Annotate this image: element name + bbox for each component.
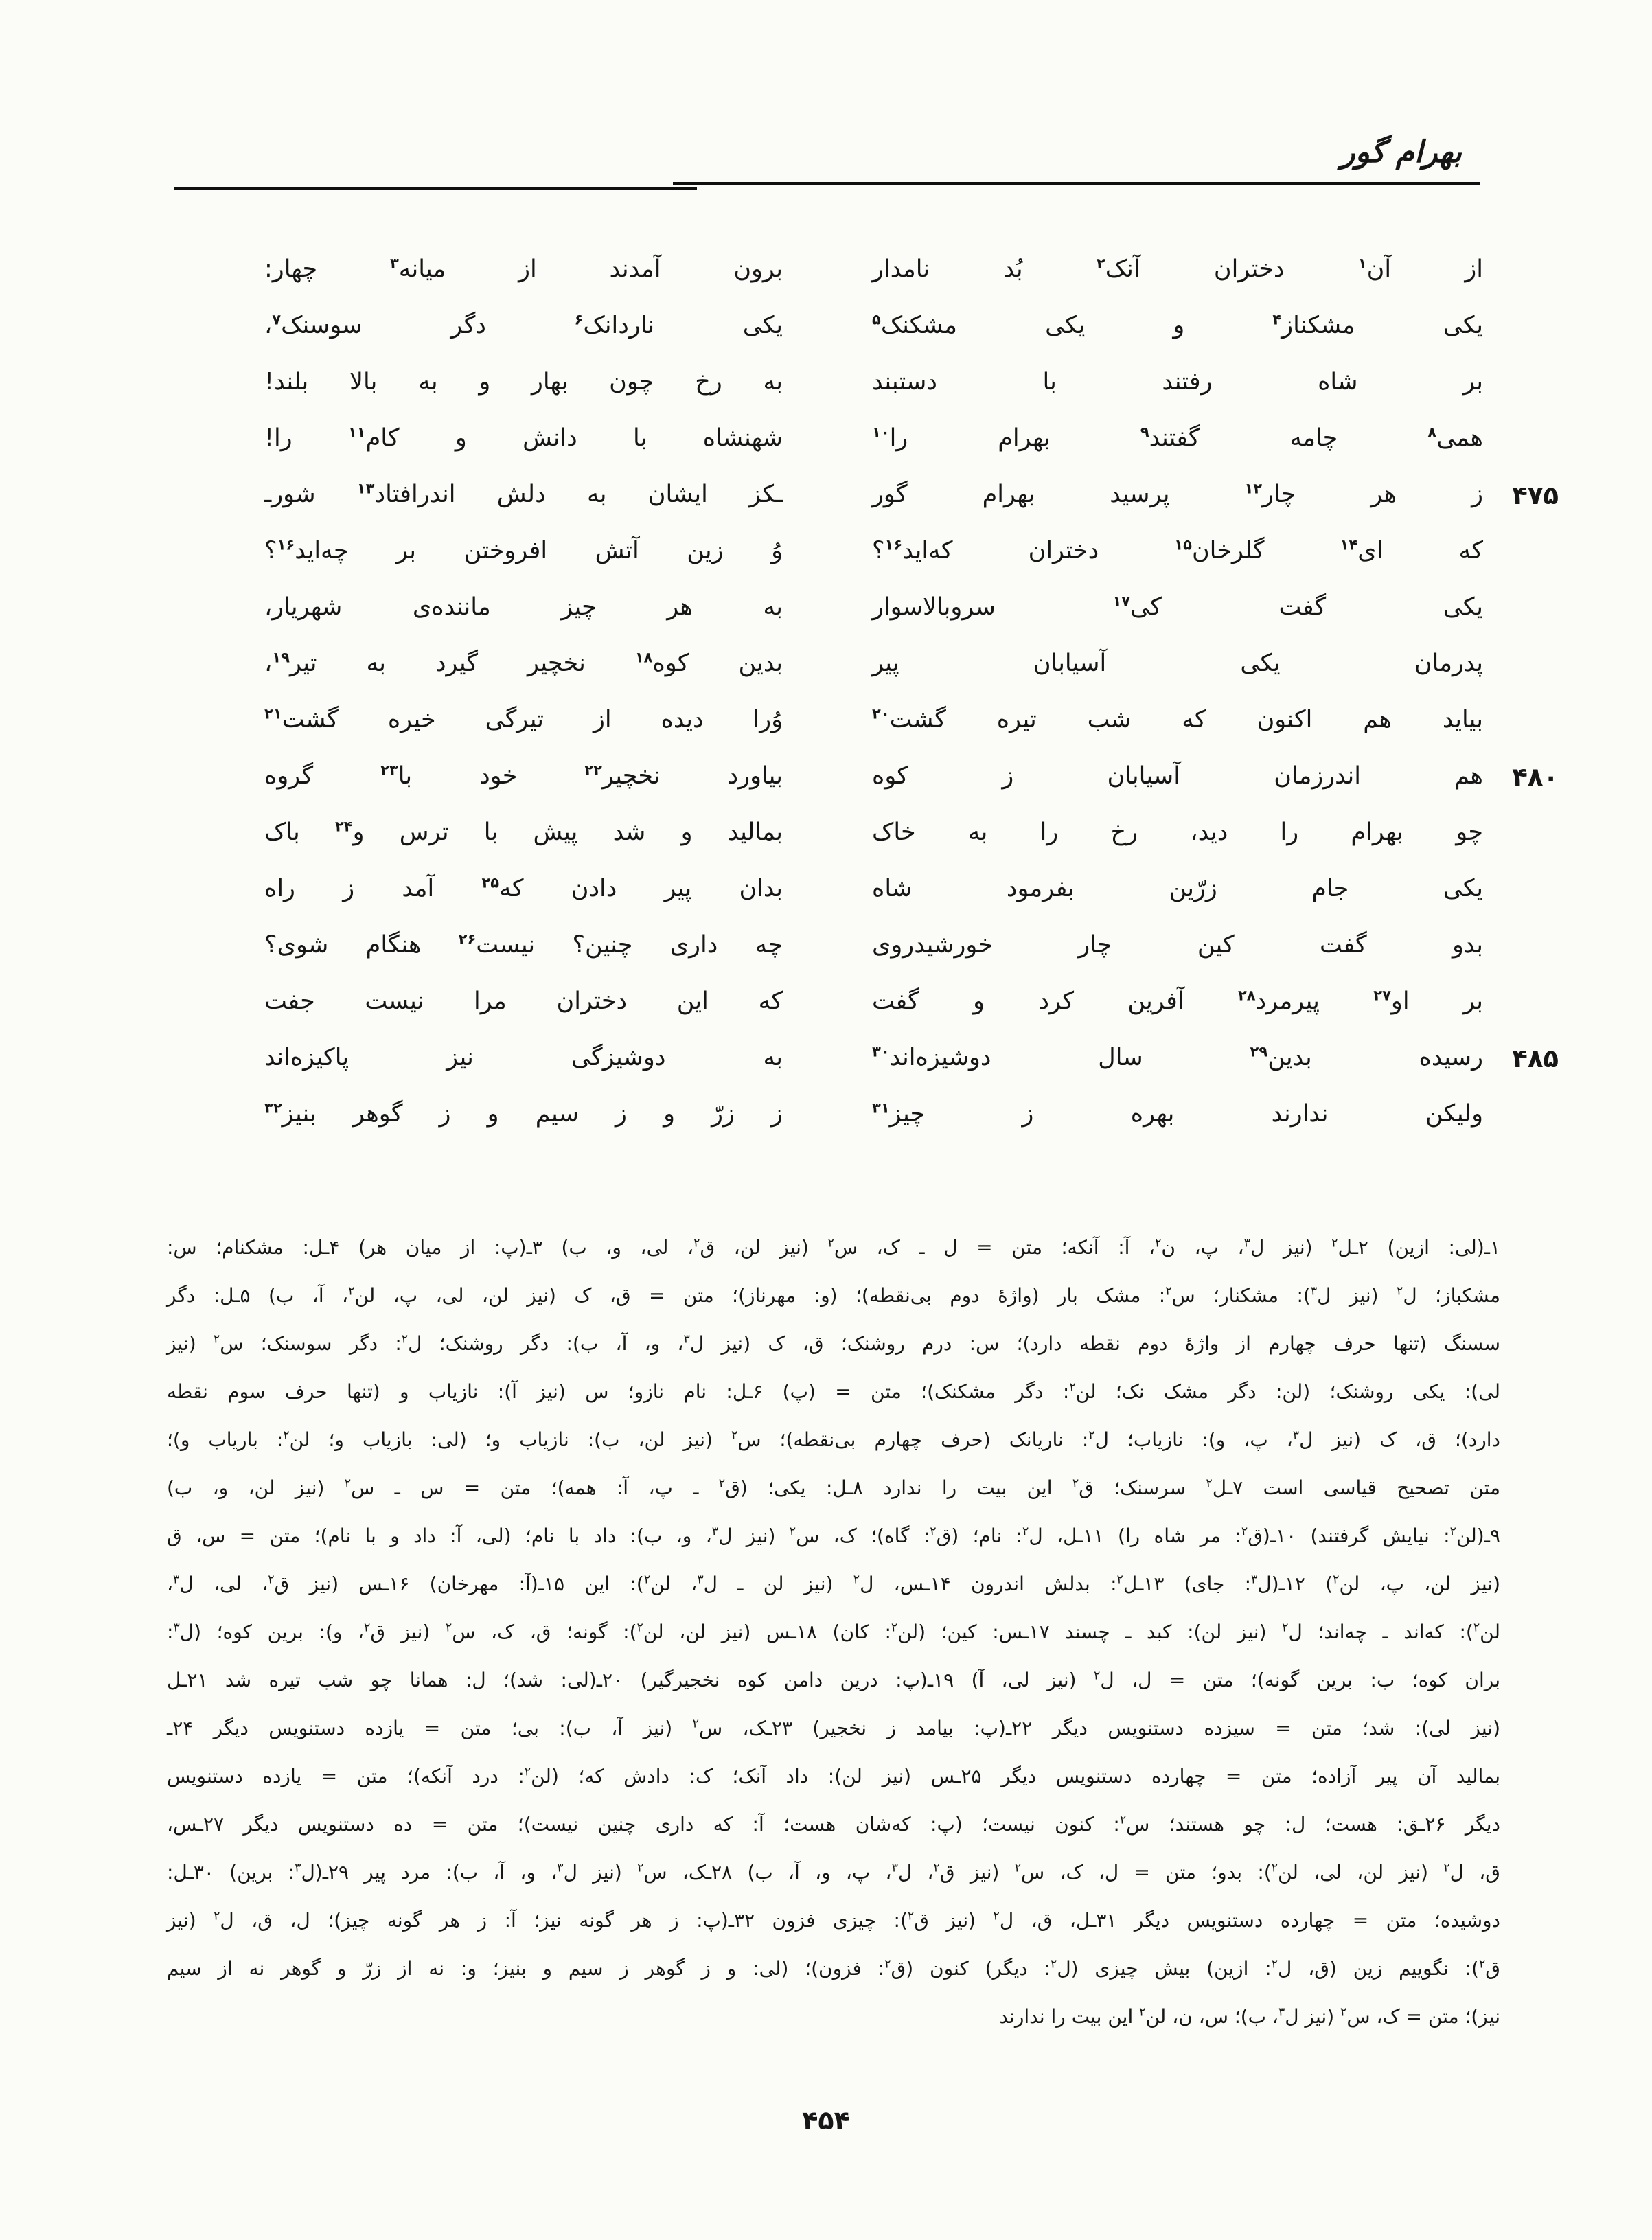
hemistich-right: رسیده بدین$^{۲۹}$ سال دوشیزه‌اند$^{۳۰}$ — [872, 1043, 1483, 1071]
footnote-reference-number: ۳ — [891, 1861, 898, 1875]
footnote-reference-number: ۲ — [1206, 1476, 1213, 1491]
verse-row — [264, 748, 1559, 805]
verse-row — [264, 974, 1559, 1030]
verse-number: ۴۸۰ — [1512, 762, 1559, 792]
footnote-reference-number: ۴ — [1272, 311, 1282, 328]
page-number: ۴۵۴ — [802, 2105, 850, 2136]
footnote-reference-number: ۲۶ — [458, 930, 477, 948]
footnote-reference-number: ۲ — [731, 1428, 738, 1443]
footnote-reference-number: ۲ — [891, 1621, 898, 1635]
hemistich-right: ولیکن ندارند بهره ز چیز$^{۳۱}$ — [872, 1099, 1483, 1128]
verse-row — [264, 467, 1559, 523]
footnote-reference-number: ۲۸ — [1237, 987, 1256, 1004]
footnote-reference-number: ۲ — [1139, 2005, 1146, 2020]
hemistich-left: به رخ چون بهار و به بالا بلند! — [264, 368, 783, 396]
footnote-reference-number: ۱۶ — [277, 536, 295, 553]
footnote-reference-number: ۲ — [401, 1332, 409, 1347]
footnote-reference-number: ۲ — [636, 1621, 643, 1635]
footnote-reference-number: ۲ — [637, 1861, 644, 1875]
footnote-reference-number: ۳ — [1278, 2005, 1285, 2020]
footnote-reference-number: ۱ — [1357, 255, 1367, 272]
footnote-reference-number: ۲ — [1014, 1861, 1022, 1875]
footnote-line: بران کوه؛ ب: برین گونه)؛ متن = ل، ل$^۲$ (نیز لی، آ) ۱۹ـ(پ: درین دامن کوه نخجیرگیر) ۲۰ـ(لی: شد)؛ ل: همانا چو شب تیره شد ۲۱ـل — [167, 1669, 1501, 1691]
hemistich-left: بمالید و شد پیش با ترس و$^{۲۴}$ باک — [264, 818, 783, 846]
footnote-reference-number: ۲۲ — [584, 762, 602, 779]
hemistich-right: ز هر چار$^{۱۲}$ پرسید بهرام گور — [872, 480, 1484, 508]
footnote-reference-number: ۲۴ — [334, 818, 353, 835]
hemistich-left: که این دختران مرا نیست جفت — [264, 987, 783, 1015]
footnote-reference-number: ۲۹ — [1250, 1043, 1268, 1060]
poem-columns — [264, 242, 1559, 1143]
footnote-reference-number: ۲۳ — [380, 762, 398, 779]
footnote-reference-number: ۲ — [692, 1717, 699, 1731]
footnote-reference-number: ۲ — [524, 1765, 531, 1779]
hemistich-left: ـکز ایشان به دلش اندرافتاد$^{۱۳}$ شورـ — [264, 480, 783, 508]
footnote-line: دارد)؛ ق، ک (نیز ل$^۳$، پ، و): نازیاب؛ ل$^۲$: ناریانک (حرف چهارم بی‌نقطه)؛ س$^۲$ (نیز لن، ب): نازیاب و؛ (لی: بازیاب و؛ لن$^۲$: باریاب و)؛ — [167, 1428, 1501, 1451]
verse-row — [264, 805, 1559, 861]
footnote-reference-number: ۲ — [1443, 1861, 1450, 1875]
footnotes-apparatus — [167, 1224, 1500, 2041]
footnote-reference-number: ۲ — [827, 1236, 834, 1250]
verse-row — [264, 523, 1559, 580]
footnote-reference-number: ۲ — [853, 1573, 860, 1587]
hemistich-right: پدرمان یکی آسیابان پیر — [872, 650, 1483, 677]
footnote-reference-number: ۱۴ — [1340, 536, 1358, 553]
hemistich-left: بیاورد نخچیر$^{۲۲}$ خود با$^{۲۳}$ گروه — [264, 762, 783, 790]
footnote-reference-number: ۲ — [1333, 1573, 1340, 1587]
hemistich-right: بیاید هم اکنون که شب تیره گشت$^{۲۰}$ — [872, 705, 1483, 733]
footnote-reference-number: ۲ — [1096, 255, 1105, 272]
footnote-reference-number: ۲۰ — [872, 705, 890, 722]
footnote-reference-number: ۶ — [574, 311, 584, 328]
footnote-reference-number: ۲ — [1397, 1284, 1403, 1299]
footnote-line: ق، ل$^۲$ (نیز لن، لی، لن$^۲$): بدو؛ متن = ل، ک، س$^۲$ (نیز ق$^۲$، ل$^۳$، پ، و، آ، ب) ۲۸ـک، س$^۲$ (نیز ل$^۳$، و، آ، ب): مرد پیر ۲۹ـ(ل$^۳$: برین) ۳۰ـل: — [167, 1861, 1500, 1884]
footnote-reference-number: ۲ — [1088, 1428, 1095, 1443]
footnote-reference-number: ۳ — [295, 1861, 301, 1875]
footnote-reference-number: ۲ — [1069, 1380, 1076, 1395]
verse-row — [264, 861, 1559, 917]
hemistich-right: بر او$^{۲۷}$ پیرمرد$^{۲۸}$ آفرین کرد و گفت — [872, 987, 1484, 1015]
footnote-reference-number: ۲ — [1271, 1957, 1278, 1972]
verse-row — [264, 354, 1559, 411]
footnote-reference-number: ۲ — [1473, 1621, 1480, 1635]
footnote-reference-number: ۲ — [268, 1573, 275, 1587]
footnote-line: لی): یکی روشنک؛ (لن: دگر مشک نک؛ لن$^۲$: دگر مشکنک)؛ متن = (پ) ۶ـل: نام نازو؛ س (نیز آ): نازیاب و (تنها حرف سوم نقطه — [167, 1380, 1500, 1403]
hemistich-left: به هر چیز ماننده‌ی شهریار، — [264, 593, 783, 621]
footnote-reference-number: ۲ — [1094, 1669, 1101, 1683]
header-rule-right — [673, 182, 1480, 185]
footnote-reference-number: ۲ — [1340, 2005, 1347, 2020]
footnote-reference-number: ۲ — [1478, 1957, 1486, 1972]
footnote-reference-number: ۲ — [1051, 1957, 1057, 1972]
footnote-reference-number: ۲ — [1449, 1524, 1456, 1539]
footnote-line: دوشیده؛ متن = چهارده دستنویس دیگر ۳۱ـل، ق، ل$^۲$ (نیز ق$^۲$): چیزی فزون ۳۲ـ(پ: ز هر گونه نیز؛ آ: ز هر گونه چیز)؛ ل، ق، ل$^۲$ (نیز — [167, 1909, 1501, 1932]
hemistich-right: یکی جام زرّین بفرمود شاه — [872, 875, 1483, 902]
footnote-reference-number: ۸ — [1427, 424, 1437, 441]
footnote-line: نیز)؛ متن = ک، س$^۲$ (نیز ل$^۳$، ب)؛ س، ن، لن$^۲$ این بیت را ندارند — [999, 2005, 1500, 2028]
hemistich-left: بدین کوه$^{۱۸}$ نخچیر گیرد به تیر$^{۱۹}$، — [264, 649, 783, 677]
footnote-line: سسنگ (تنها حرف چهارم از واژهٔ دوم نقطه دارد)؛ س: درم روشنک؛ ق، ک (نیز ل$^۳$، و، آ، ب): دگر روشنک؛ ل$^۲$: دگر سوسنک؛ س$^۲$ (نیز — [167, 1332, 1501, 1355]
footnote-reference-number: ۳۰ — [872, 1043, 890, 1060]
verse-row — [264, 298, 1559, 354]
hemistich-left: برون آمدند از میانه$^۳$ چهار: — [264, 255, 783, 283]
footnote-reference-number: ۲ — [348, 1284, 355, 1299]
hemistich-right: بدو گفت کین چار خورشیدروی — [872, 931, 1483, 959]
verse-row — [264, 580, 1559, 636]
footnote-reference-number: ۳۲ — [264, 1099, 282, 1117]
footnote-reference-number: ۱۰ — [872, 424, 890, 441]
footnote-reference-number: ۲ — [1271, 1861, 1278, 1875]
footnote-line: ۹ـ(لن$^۲$: نیایش گرفتند) ۱۰ـ(ق$^۲$: مر شاه را) ۱۱ـل، ل$^۲$: نام؛ (ق$^۲$: گاه)؛ ک، س$^۲$ (نیز ل$^۳$، و، ب): داد با نام؛ (لی، آ: داد و با نام)؛ متن = س، ق — [167, 1524, 1500, 1547]
footnote-line: متن تصحیح قیاسی است ۷ـل$^۲$ سرسنک؛ ق$^۲$ این بیت را ندارد ۸ـل: یکی؛ (ق$^۲$ ـ پ، آ: همه)؛ متن = س ـ س$^۲$ (نیز لن، و، ب) — [167, 1476, 1500, 1499]
footnote-reference-number: ۱۷ — [1112, 593, 1131, 610]
footnote-reference-number: ۲ — [1072, 1476, 1079, 1491]
footnote-reference-number: ۲ — [993, 1909, 1000, 1923]
hemistich-left: شهنشاه با دانش و کام$^{۱۱}$ را! — [264, 424, 783, 452]
footnote-reference-number: ۲ — [1022, 1524, 1029, 1539]
footnote-line: (نیز لی): شد؛ متن = سیزده دستنویس دیگر ۲۲ـ(پ: بیامد ز نخجیر) ۲۳ـک، س$^۲$ (نیز آ، ب): بی؛ متن = یازده دستنویس دیگر ۲۴ـ — [167, 1717, 1501, 1739]
footnote-line: لن$^۲$): که‌اند ـ چه‌اند؛ ل$^۲$ (نیز لن): کبد ـ چسند ۱۷ـس: کین؛ (لن$^۲$: کان) ۱۸ـس (نیز لن، لن$^۲$): گونه؛ ق، ک، س$^۲$ (نیز ق$^۲$، و): برین کوه؛ (ل$^۳$: — [167, 1621, 1501, 1643]
footnote-reference-number: ۳ — [697, 1573, 704, 1587]
verse-row — [264, 242, 1559, 298]
footnote-reference-number: ۲ — [643, 1573, 651, 1587]
footnote-reference-number: ۳۱ — [872, 1099, 890, 1117]
hemistich-left: بدان پیر دادن که$^{۲۵}$ آمد ز راه — [264, 874, 783, 902]
footnote-reference-number: ۳ — [683, 1332, 690, 1347]
hemistich-right: از آن$^۱$ دختران آنک$^۲$ بُد نامدار — [872, 255, 1484, 283]
footnote-reference-number: ۱۳ — [356, 480, 375, 497]
hemistich-left: چه داری چنین؟ نیست$^{۲۶}$ هنگام شوی؟ — [264, 930, 783, 959]
footnote-reference-number: ۲ — [718, 1476, 726, 1491]
hemistich-left: وُ زین آتش افروختن بر چه‌اید$^{۱۶}$؟ — [264, 536, 783, 564]
hemistich-right: همی$^۸$ چامه گفتند$^۹$ بهرام را$^{۱۰}$ — [872, 424, 1483, 452]
hemistich-right: که ای$^{۱۴}$ گلرخان$^{۱۵}$ دختران که‌اید$^{۱۶}$؟ — [872, 536, 1483, 564]
hemistich-right: یکی مشکناز$^۴$ و یکی مشکنک$^۵$ — [872, 311, 1483, 339]
hemistich-right: یکی گفت کی$^{۱۷}$ سروبالاسوار — [872, 593, 1483, 621]
footnote-reference-number: ۲ — [1119, 1813, 1127, 1827]
footnote-reference-number: ۲۱ — [264, 705, 282, 722]
footnote-reference-number: ۲۵ — [481, 874, 500, 891]
hemistich-right: بر شاه رفتند با دستبند — [872, 368, 1483, 396]
hemistich-left: وُرا دیده از تیرگی خیره گشت$^{۲۱}$ — [264, 705, 783, 733]
footnote-reference-number: ۳ — [711, 1524, 719, 1539]
verse-row — [264, 917, 1559, 974]
footnote-reference-number: ۳ — [1251, 1573, 1258, 1587]
footnote-reference-number: ۲ — [1155, 1236, 1162, 1250]
footnote-reference-number: ۲ — [213, 1332, 220, 1347]
footnote-reference-number: ۲ — [283, 1428, 290, 1443]
running-head-title: بهرام گور — [1340, 135, 1462, 170]
footnote-reference-number: ۲ — [789, 1524, 796, 1539]
footnote-reference-number: ۲ — [1241, 1524, 1248, 1539]
footnote-reference-number: ۱۹ — [272, 649, 290, 666]
footnote-reference-number: ۲ — [693, 1236, 700, 1250]
footnote-reference-number: ۲ — [344, 1476, 352, 1491]
verse-number: ۴۸۵ — [1512, 1043, 1559, 1073]
footnote-line: ۱ـ(لی: ازین) ۲ـل$^۲$ (نیز ل$^۳$، پ، ن$^۲$، آ: آنکه؛ متن = ل ـ ک، س$^۲$ (نیز لن، ق$^۲$، لی، و، ب) ۳ـ(پ: از میان هر) ۴ـل: مشکنام؛ س: — [167, 1236, 1500, 1259]
footnote-reference-number: ۲ — [445, 1621, 452, 1635]
footnote-reference-number: ۵ — [872, 311, 881, 328]
footnote-reference-number: ۲ — [884, 1957, 891, 1972]
footnote-line: مشکباز؛ ل$^۲$ (نیز ل$^۳$): مشکنار؛ س$^۲$: مشک بار (واژهٔ دوم بی‌نقطه)؛ (و: مهرناز)؛ متن = ق، ک (نیز لن، لی، پ، لن$^۲$، آ، ب) ۵ـل: دگر — [167, 1284, 1500, 1307]
footnote-reference-number: ۱۵ — [1174, 536, 1192, 553]
verse-row — [264, 411, 1559, 467]
footnote-reference-number: ۱۸ — [634, 649, 653, 666]
footnote-reference-number: ۲ — [1165, 1284, 1172, 1299]
footnote-reference-number: ۱۱ — [347, 424, 366, 441]
footnote-reference-number: ۲ — [1282, 1621, 1289, 1635]
footnote-reference-number: ۷ — [272, 311, 282, 328]
verse-row — [264, 636, 1559, 692]
footnote-reference-number: ۱۶ — [884, 536, 903, 553]
footnote-reference-number: ۲ — [1331, 1236, 1338, 1250]
footnote-line: بمالید آن پیر آزاده؛ متن = چهارده دستنویس دیگر ۲۵ـس (نیز لن): داد آنک؛ ک: دادش که؛ (لن$^۲$: درد آنکه)؛ متن = یازده دستنویس — [167, 1765, 1501, 1787]
footnote-line: ق$^۲$): نگوییم زین (ق، ل$^۲$: ازین) بیش چیزی (ل$^۲$: دیگر) کنون (ق$^۲$: فزون)؛ (لی: و ز گوهر ز سیم و بنیز؛ و: نه از زرّ و گوهر نه از سیم — [167, 1957, 1501, 1980]
footnote-reference-number: ۳ — [173, 1621, 180, 1635]
footnote-reference-number: ۲ — [214, 1909, 220, 1923]
hemistich-left: به دوشیزگی نیز پاکیزه‌اند — [264, 1044, 783, 1071]
verse-row — [264, 1086, 1559, 1143]
footnote-reference-number: ۳ — [557, 1861, 564, 1875]
hemistich-left: ز زرّ و ز سیم و ز گوهر بنیز$^{۳۲}$ — [264, 1099, 783, 1128]
verse-row — [264, 1030, 1559, 1086]
footnote-reference-number: ۲ — [364, 1621, 371, 1635]
verse-row — [264, 692, 1559, 748]
footnote-reference-number: ۳ — [1292, 1428, 1300, 1443]
footnote-reference-number: ۲ — [907, 1909, 915, 1923]
footnote-reference-number: ۳ — [173, 1573, 180, 1587]
footnote-reference-number: ۲ — [933, 1861, 940, 1875]
footnote-reference-number: ۲۷ — [1373, 987, 1391, 1004]
footnote-line: دیگر ۲۶ـق: هست؛ ل: چو هستند؛ س$^۲$: کنون نیست؛ (پ: که‌شان هست؛ آ: که داری چنین نیست)؛ متن = ده دستنویس دیگر ۲۷ـس، — [167, 1813, 1501, 1836]
footnote-reference-number: ۲ — [930, 1524, 937, 1539]
verse-number: ۴۷۵ — [1512, 480, 1559, 510]
hemistich-right: هم اندرزمان آسیابان ز کوه — [872, 762, 1483, 790]
footnote-reference-number: ۳ — [1310, 1284, 1318, 1299]
hemistich-right: چو بهرام را دید، رخ را به خاک — [872, 819, 1483, 846]
footnote-line: (نیز لن، پ، لن$^۲$) ۱۲ـ(ل$^۳$: جای) ۱۳ـل$^۲$: بدلش اندرون ۱۴ـس، ل$^۲$ (نیز لن ـ ل$^۳$، لن$^۲$): این ۱۵ـ(آ: مهرخان) ۱۶ـس (نیز ق$^۲$، لی، ل$^۳$، — [167, 1573, 1501, 1595]
footnote-reference-number: ۹ — [1140, 424, 1149, 441]
footnote-reference-number: ۱۲ — [1244, 480, 1263, 497]
header-rule-left — [174, 187, 697, 190]
footnote-reference-number: ۳ — [389, 255, 399, 272]
footnote-reference-number: ۲ — [1116, 1573, 1123, 1587]
hemistich-left: یکی ناردانک$^۶$ دگر سوسنک$^۷$، — [264, 311, 783, 339]
footnote-reference-number: ۳ — [1243, 1236, 1250, 1250]
